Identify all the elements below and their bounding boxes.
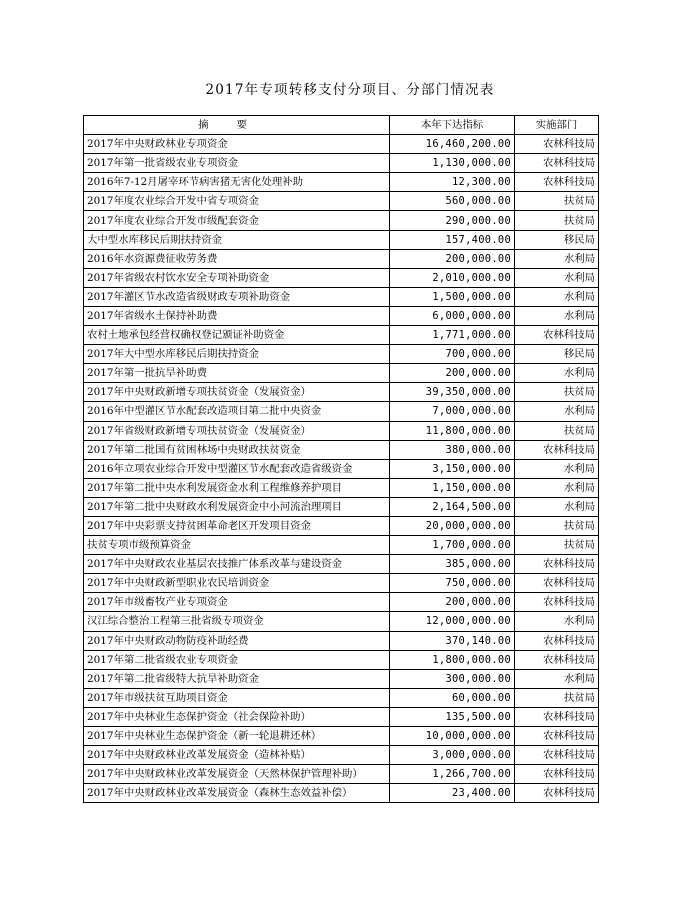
table-row xyxy=(84,249,599,268)
row-amount: 750,000.00 xyxy=(390,574,515,593)
row-item: 2017年中央财政林业改革发展资金（森林生态效益补偿） xyxy=(84,784,390,803)
table-row xyxy=(84,784,599,803)
row-amount: 12,300.00 xyxy=(390,173,515,192)
table-row xyxy=(84,345,599,364)
row-amount: 20,000,000.00 xyxy=(390,516,515,535)
table-row xyxy=(84,765,599,784)
header-dept: 实施部门 xyxy=(515,116,599,135)
row-item: 2017年第二批省级农业专项资金 xyxy=(84,650,390,669)
row-dept: 扶贫局 xyxy=(515,688,599,707)
row-amount: 3,150,000.00 xyxy=(390,459,515,478)
table-row xyxy=(84,402,599,421)
row-item: 2017年市级扶贫互助项目资金 xyxy=(84,688,390,707)
row-amount: 157,400.00 xyxy=(390,230,515,249)
row-amount: 1,800,000.00 xyxy=(390,650,515,669)
row-item: 2016年水资源费征收劳务费 xyxy=(84,249,390,268)
row-item: 2017年省级水土保持补助费 xyxy=(84,306,390,325)
row-amount: 300,000.00 xyxy=(390,669,515,688)
row-item: 2017年市级畜牧产业专项资金 xyxy=(84,593,390,612)
row-dept: 农林科技局 xyxy=(515,727,599,746)
row-item: 2016年立项农业综合开发中型灌区节水配套改造省级资金 xyxy=(84,459,390,478)
table-row xyxy=(84,707,599,726)
row-amount: 290,000.00 xyxy=(390,211,515,230)
row-amount: 1,500,000.00 xyxy=(390,287,515,306)
row-dept: 扶贫局 xyxy=(515,211,599,230)
table-row xyxy=(84,516,599,535)
row-dept: 水利局 xyxy=(515,402,599,421)
transfer-payment-table xyxy=(83,115,599,803)
row-dept: 水利局 xyxy=(515,478,599,497)
row-item: 2017年中央彩票支持贫困革命老区开发项目资金 xyxy=(84,516,390,535)
table-row xyxy=(84,421,599,440)
table-row xyxy=(84,574,599,593)
row-amount: 200,000.00 xyxy=(390,593,515,612)
row-dept: 农林科技局 xyxy=(515,631,599,650)
table-row xyxy=(84,268,599,287)
table-row xyxy=(84,459,599,478)
row-item: 2017年第二批中央水利发展资金水利工程维修养护项目 xyxy=(84,478,390,497)
row-amount: 60,000.00 xyxy=(390,688,515,707)
row-dept: 移民局 xyxy=(515,230,599,249)
row-dept: 水利局 xyxy=(515,459,599,478)
table-row xyxy=(84,383,599,402)
table-row xyxy=(84,555,599,574)
row-item: 2017年中央财政林业改革发展资金（造林补贴） xyxy=(84,746,390,765)
row-item: 2017年中央财政新型职业农民培训资金 xyxy=(84,574,390,593)
row-amount: 1,700,000.00 xyxy=(390,536,515,555)
row-amount: 1,130,000.00 xyxy=(390,154,515,173)
row-item: 2017年第二批省级特大抗旱补助资金 xyxy=(84,669,390,688)
table-header-row xyxy=(84,116,599,135)
row-amount: 2,010,000.00 xyxy=(390,268,515,287)
row-item: 2017年中央财政林业改革发展资金（天然林保护管理补助） xyxy=(84,765,390,784)
row-dept: 农林科技局 xyxy=(515,555,599,574)
table-row xyxy=(84,173,599,192)
table-row xyxy=(84,287,599,306)
row-dept: 移民局 xyxy=(515,345,599,364)
row-item: 2017年中央林业生态保护资金（社会保险补助） xyxy=(84,707,390,726)
row-dept: 扶贫局 xyxy=(515,516,599,535)
row-dept: 水利局 xyxy=(515,287,599,306)
row-amount: 39,350,000.00 xyxy=(390,383,515,402)
row-amount: 6,000,000.00 xyxy=(390,306,515,325)
row-amount: 2,164,500.00 xyxy=(390,497,515,516)
row-dept: 扶贫局 xyxy=(515,383,599,402)
row-dept: 水利局 xyxy=(515,268,599,287)
row-amount: 560,000.00 xyxy=(390,192,515,211)
row-item: 2017年中央财政农业基层农技推广体系改革与建设资金 xyxy=(84,555,390,574)
row-amount: 7,000,000.00 xyxy=(390,402,515,421)
row-amount: 12,000,000.00 xyxy=(390,612,515,631)
table-row xyxy=(84,688,599,707)
row-amount: 10,000,000.00 xyxy=(390,727,515,746)
row-item: 2017年度农业综合开发市级配套资金 xyxy=(84,211,390,230)
row-item: 大中型水库移民后期扶持资金 xyxy=(84,230,390,249)
row-item: 2017年中央林业生态保护资金（新一轮退耕还林） xyxy=(84,727,390,746)
row-item: 汉江综合整治工程第三批省级专项资金 xyxy=(84,612,390,631)
row-dept: 水利局 xyxy=(515,249,599,268)
row-dept: 扶贫局 xyxy=(515,421,599,440)
header-summary: 摘要 xyxy=(84,116,390,135)
row-amount: 1,771,000.00 xyxy=(390,326,515,345)
row-item: 2017年中央财政林业专项资金 xyxy=(84,135,390,154)
header-amount: 本年下达指标 xyxy=(390,116,515,135)
row-dept: 农林科技局 xyxy=(515,650,599,669)
table-row xyxy=(84,669,599,688)
row-item: 2017年第二批国有贫困林场中央财政扶贫资金 xyxy=(84,440,390,459)
row-amount: 200,000.00 xyxy=(390,249,515,268)
table-row xyxy=(84,593,599,612)
row-item: 2017年第二批中央财政水利发展资金中小河流治理项目 xyxy=(84,497,390,516)
row-dept: 水利局 xyxy=(515,497,599,516)
table-row xyxy=(84,727,599,746)
table-row xyxy=(84,326,599,345)
row-dept: 农林科技局 xyxy=(515,135,599,154)
row-amount: 23,400.00 xyxy=(390,784,515,803)
row-item: 2017年度农业综合开发中省专项资金 xyxy=(84,192,390,211)
row-item: 2017年灌区节水改造省级财政专项补助资金 xyxy=(84,287,390,306)
row-dept: 水利局 xyxy=(515,669,599,688)
row-item: 2017年省级财政新增专项扶贫资金（发展资金） xyxy=(84,421,390,440)
row-amount: 370,140.00 xyxy=(390,631,515,650)
row-item: 扶贫专项市级预算资金 xyxy=(84,536,390,555)
table-row xyxy=(84,612,599,631)
row-dept: 农林科技局 xyxy=(515,707,599,726)
row-dept: 农林科技局 xyxy=(515,154,599,173)
row-amount: 200,000.00 xyxy=(390,364,515,383)
row-dept: 农林科技局 xyxy=(515,593,599,612)
row-dept: 农林科技局 xyxy=(515,784,599,803)
row-dept: 农林科技局 xyxy=(515,440,599,459)
table-body xyxy=(84,135,599,803)
row-dept: 农林科技局 xyxy=(515,574,599,593)
row-amount: 11,800,000.00 xyxy=(390,421,515,440)
row-dept: 农林科技局 xyxy=(515,746,599,765)
row-dept: 农林科技局 xyxy=(515,326,599,345)
row-amount: 135,500.00 xyxy=(390,707,515,726)
table-row xyxy=(84,746,599,765)
row-amount: 700,000.00 xyxy=(390,345,515,364)
row-item: 农村土地承包经营权确权登记颁证补助资金 xyxy=(84,326,390,345)
row-dept: 扶贫局 xyxy=(515,192,599,211)
row-item: 2017年中央财政动物防疫补助经费 xyxy=(84,631,390,650)
row-amount: 1,266,700.00 xyxy=(390,765,515,784)
row-amount: 380,000.00 xyxy=(390,440,515,459)
row-item: 2017年第一批抗旱补助费 xyxy=(84,364,390,383)
row-amount: 1,150,000.00 xyxy=(390,478,515,497)
row-amount: 16,460,200.00 xyxy=(390,135,515,154)
table-row xyxy=(84,230,599,249)
row-dept: 农林科技局 xyxy=(515,173,599,192)
row-amount: 3,000,000.00 xyxy=(390,746,515,765)
table-row xyxy=(84,478,599,497)
row-dept: 扶贫局 xyxy=(515,536,599,555)
table-row xyxy=(84,631,599,650)
row-item: 2017年中央财政新增专项扶贫资金（发展资金） xyxy=(84,383,390,402)
table-row xyxy=(84,536,599,555)
row-dept: 水利局 xyxy=(515,306,599,325)
table-row xyxy=(84,440,599,459)
page-title: 2017年专项转移支付分项目、分部门情况表 xyxy=(205,82,495,98)
table-row xyxy=(84,192,599,211)
row-dept: 水利局 xyxy=(515,612,599,631)
row-item: 2017年第一批省级农业专项资金 xyxy=(84,154,390,173)
row-item: 2016年7-12月屠宰环节病害猪无害化处理补助 xyxy=(84,173,390,192)
table-row xyxy=(84,211,599,230)
table-row xyxy=(84,364,599,383)
table-row xyxy=(84,135,599,154)
row-amount: 385,000.00 xyxy=(390,555,515,574)
row-item: 2017年大中型水库移民后期扶持资金 xyxy=(84,345,390,364)
row-dept: 水利局 xyxy=(515,364,599,383)
row-item: 2016年中型灌区节水配套改造项目第二批中央资金 xyxy=(84,402,390,421)
table-row xyxy=(84,154,599,173)
row-dept: 农林科技局 xyxy=(515,765,599,784)
table-row xyxy=(84,497,599,516)
table-row xyxy=(84,650,599,669)
row-item: 2017年省级农村饮水安全专项补助资金 xyxy=(84,268,390,287)
table-row xyxy=(84,306,599,325)
